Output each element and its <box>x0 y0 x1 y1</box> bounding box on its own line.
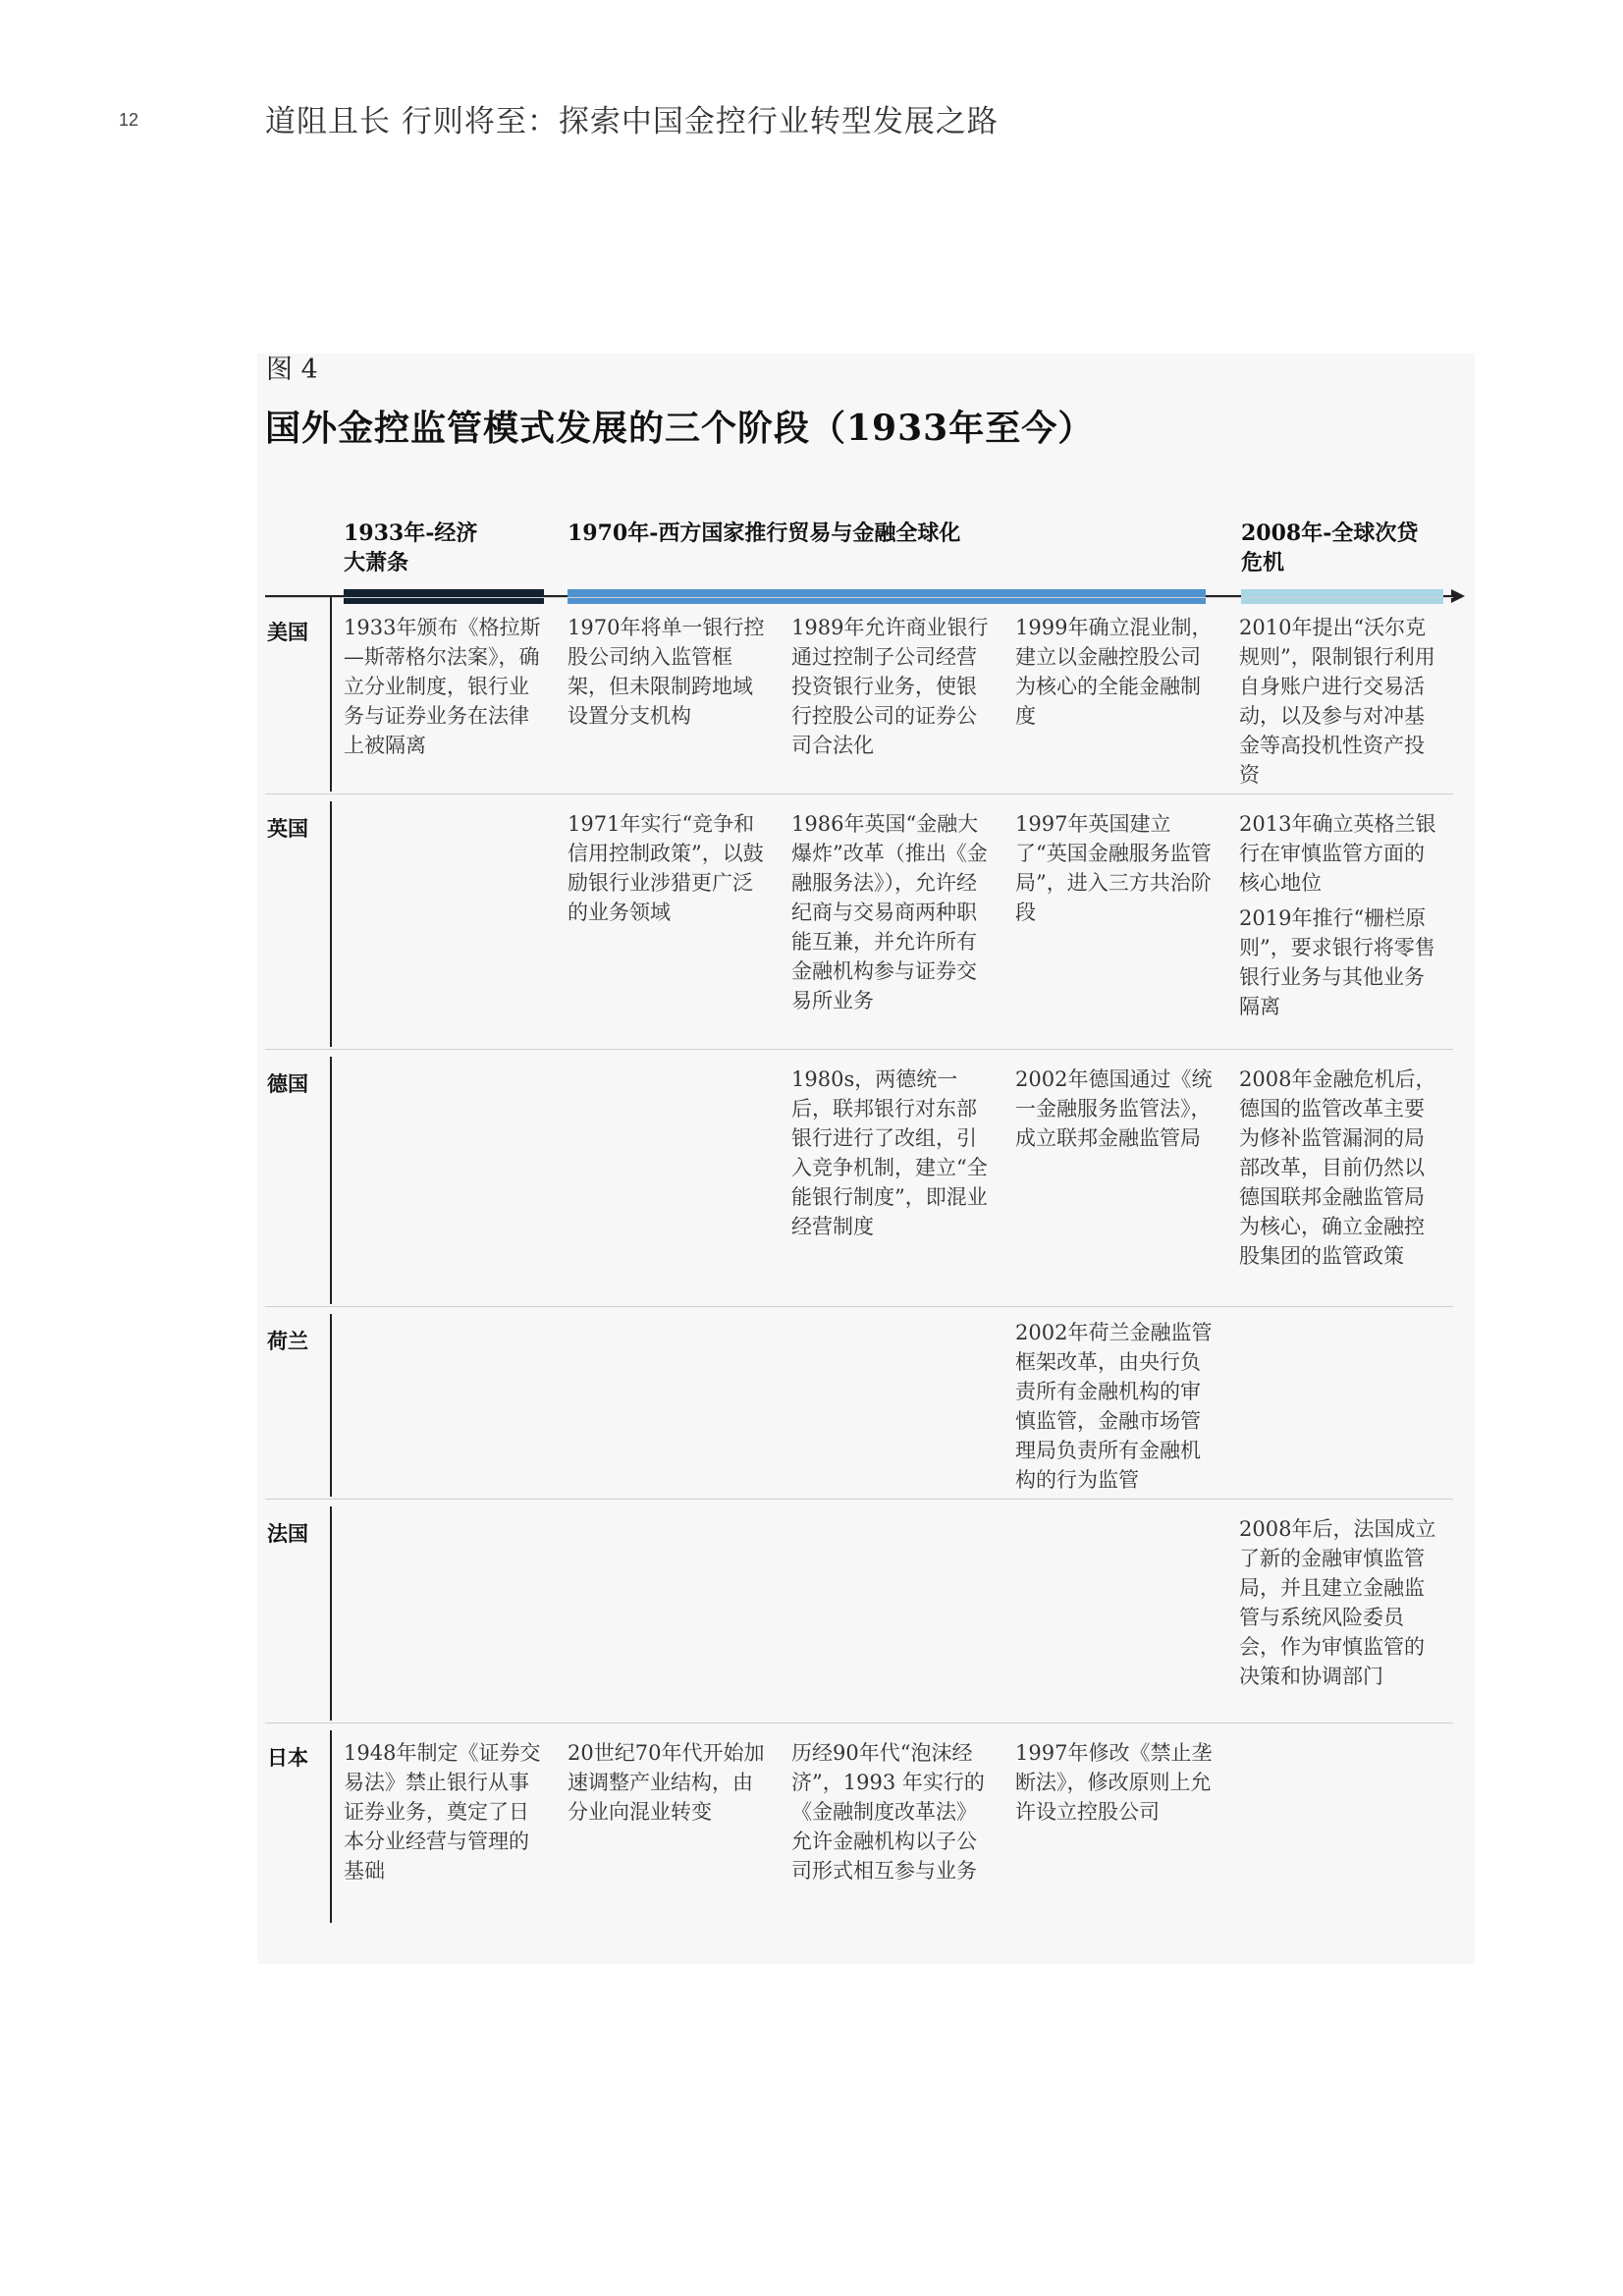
cell-us-1: 1933年颁布《格拉斯—斯蒂格尔法案》，确立分业制度，银行业务与证券业务在法律上被隔离 <box>344 616 541 757</box>
country-name: 德国 <box>267 1071 308 1096</box>
row-rule <box>330 1730 332 1923</box>
cell-de-5: 2008年金融危机后，德国的监管改革主要为修补监管漏洞的局部改革，目前仍然以德国联邦金融监管局为核心，确立金融控股集团的监管政策 <box>1239 1067 1436 1268</box>
cell-uk-5b: 2019年推行“栅栏原则”，要求银行将零售银行业务与其他业务隔离 <box>1239 906 1435 1018</box>
country-row-de <box>265 1049 1453 1306</box>
country-row-jp <box>265 1722 1453 1939</box>
cell-jp-3: 历经90年代“泡沫经济”，1993 年实行的《金融制度改革法》允许金融机构以子公司形式相互参与业务 <box>791 1741 985 1883</box>
timeline-arrow-icon <box>1451 589 1465 603</box>
cell-de-3: 1980s，两德统一后，联邦银行对东部银行进行了改组，引入竞争机制，建立“全能银行制度”，即混业经营制度 <box>791 1067 988 1238</box>
cell-uk-2: 1971年实行“竞争和信用控制政策”，以鼓励银行业涉猎更广泛的业务领域 <box>568 812 764 924</box>
country-row-nl <box>265 1306 1453 1499</box>
row-divider <box>265 1722 1453 1723</box>
cell-uk-3: 1986年英国“金融大爆炸”改革（推出《金融服务法》），允许经纪商与交易商两种职能互兼，并允许所有金融机构参与证券交易所业务 <box>791 812 988 1012</box>
cell-jp-1: 1948年制定《证券交易法》禁止银行从事证券业务，奠定了日本分业经营与管理的基础 <box>344 1741 541 1883</box>
cell-uk-4: 1997年英国建立了“英国金融服务监管局”，进入三方共治阶段 <box>1015 812 1212 924</box>
country-row-fr <box>265 1499 1453 1722</box>
cell-fr-5: 2008年后，法国成立了新的金融审慎监管局，并且建立金融监管与系统风险委员会，作为审慎监管的决策和协调部门 <box>1239 1517 1436 1688</box>
era-label-1970: 1970年-西方国家推行贸易与金融全球化 <box>568 520 961 546</box>
figure-label: 图 4 <box>266 355 318 385</box>
row-rule <box>330 801 332 1047</box>
row-divider <box>265 597 1453 598</box>
cell-nl-4: 2002年荷兰金融监管框架改革，由央行负责所有金融机构的审慎监管，金融市场管理局负责所有金融机构的行为监管 <box>1015 1321 1213 1492</box>
row-divider <box>265 1499 1453 1500</box>
country-name: 日本 <box>267 1745 308 1770</box>
row-divider <box>265 793 1453 794</box>
cell-jp-2: 20世纪70年代开始加速调整产业结构，由分业向混业转变 <box>568 1741 765 1824</box>
row-divider <box>265 1306 1453 1307</box>
page-number: 12 <box>119 110 139 130</box>
row-rule <box>330 597 332 792</box>
country-name: 法国 <box>267 1521 308 1546</box>
row-rule <box>330 1314 332 1497</box>
country-row-uk <box>265 793 1453 1049</box>
row-divider <box>265 1049 1453 1050</box>
era-label-1933: 1933年-经济大萧条 <box>344 520 478 575</box>
country-name: 美国 <box>267 620 308 644</box>
cell-us-4: 1999年确立混业制，建立以金融控股公司为核心的全能金融制度 <box>1015 616 1213 728</box>
country-name: 英国 <box>267 816 308 841</box>
figure-title: 国外金控监管模式发展的三个阶段（1933年至今） <box>265 408 1095 449</box>
country-name: 荷兰 <box>267 1329 308 1353</box>
country-row-us <box>265 597 1453 793</box>
cell-jp-4: 1997年修改《禁止垄断法》，修改原则上允许设立控股公司 <box>1015 1741 1213 1824</box>
cell-us-2: 1970年将单一银行控股公司纳入监管框架，但未限制跨地域设置分支机构 <box>568 616 765 728</box>
running-header: 道阻且长 行则将至：探索中国金控行业转型发展之路 <box>265 104 999 139</box>
row-rule <box>330 1057 332 1304</box>
era-label-2008: 2008年-全球次贷危机 <box>1241 520 1419 575</box>
cell-uk-5a: 2013年确立英格兰银行在审慎监管方面的核心地位 <box>1239 812 1436 895</box>
cell-us-5: 2010年提出“沃尔克规则”，限制银行利用自身账户进行交易活动，以及参与对冲基金等高投机性资产投资 <box>1239 616 1435 787</box>
cell-de-4: 2002年德国通过《统一金融服务监管法》，成立联邦金融监管局 <box>1015 1067 1213 1150</box>
row-rule <box>330 1506 332 1721</box>
cell-us-3: 1989年允许商业银行通过控制子公司经营投资银行业务，使银行控股公司的证券公司合法化 <box>791 616 989 757</box>
